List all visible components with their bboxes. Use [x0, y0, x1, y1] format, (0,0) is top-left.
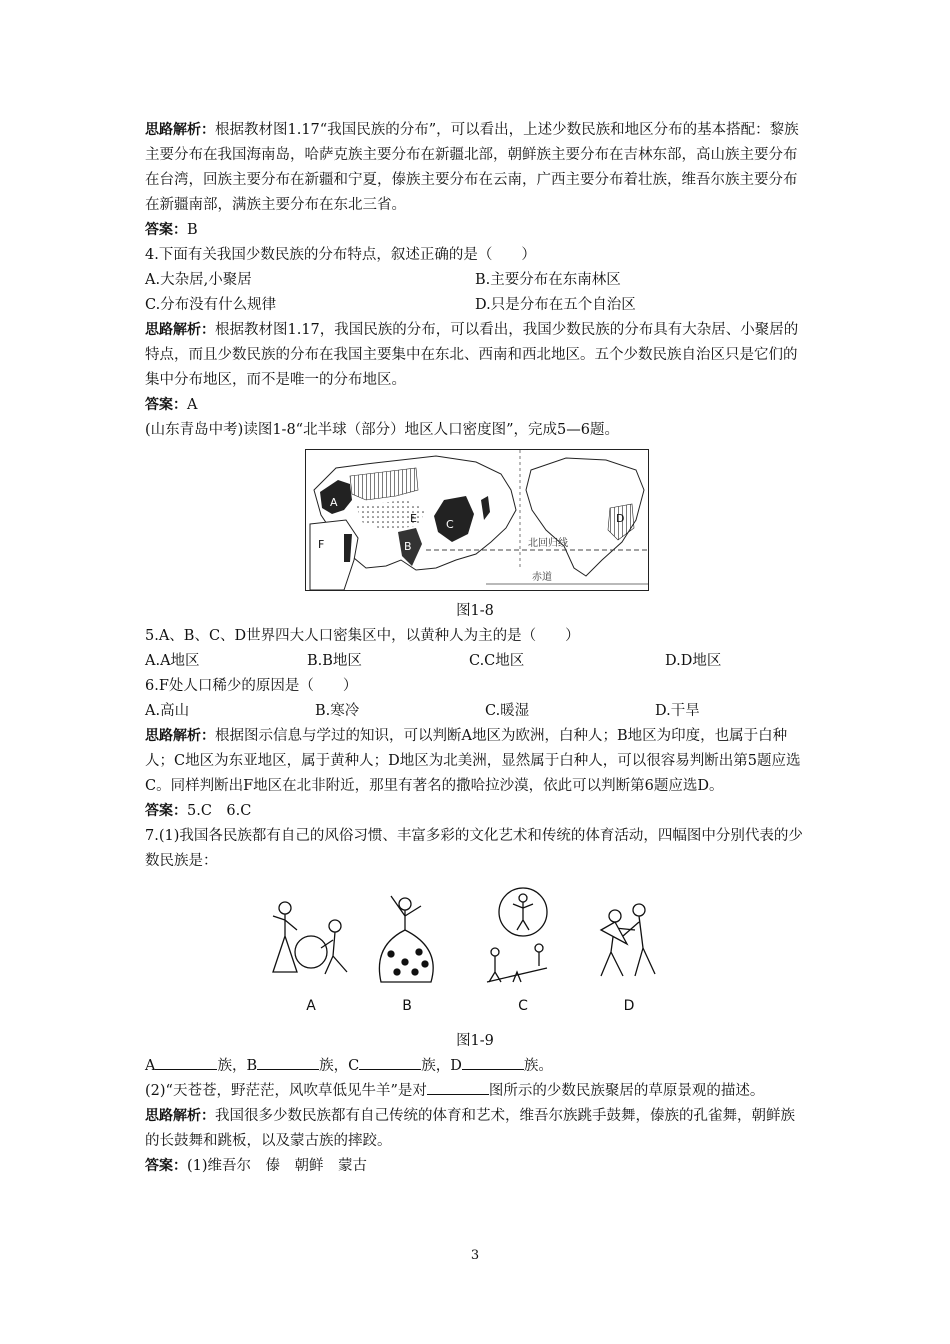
option: B.B地区: [307, 653, 362, 669]
answer-blank[interactable]: [257, 1054, 319, 1070]
q4-answer: [145, 393, 805, 418]
label-c: C: [446, 518, 454, 531]
analysis-text: 我国很多少数民族都有自己传统的体育和艺术，维吾尔族跳手鼓舞，傣族的孔雀舞，朝鲜族的长鼓舞和跳板，以及蒙古族的摔跤。: [145, 1108, 795, 1149]
answer-blank[interactable]: [155, 1054, 217, 1070]
figure-1-9-caption: 图1-9: [456, 1033, 494, 1049]
answer-text: B: [187, 222, 198, 238]
document-page: [145, 118, 805, 1179]
q6-options: [145, 699, 805, 724]
page-number: 3: [470, 1248, 480, 1263]
answer-text: A: [187, 397, 198, 413]
analysis-label: 思路解析：: [145, 122, 215, 138]
analysis-text: 根据教材图1.17，我国民族的分布，可以看出，我国少数民族的分布具有大杂居、小聚居的特点，而且少数民族的分布在我国主要集中在东北、西南和西北地区。五个少数民族自治区只是它们的集中分布地区，而不是唯一的分布地区。: [145, 322, 799, 388]
fill-text: 族，B: [217, 1058, 258, 1074]
fig-label-d: D: [623, 998, 635, 1014]
answer-text: 5.C 6.C: [187, 803, 252, 819]
answer-text: (1)维吾尔 傣 朝鲜 蒙古: [187, 1158, 368, 1174]
q5-stem: 5.A、B、C、D世界四大人口密集区中，以黄种人为主的是（ ）: [145, 628, 580, 644]
africa-landmass: [310, 520, 358, 590]
option: D.干旱: [655, 703, 700, 719]
population-density-map: [305, 449, 649, 591]
q7-analysis: [145, 1104, 805, 1154]
illustration-b: [379, 896, 433, 982]
option: B.寒冷: [315, 703, 360, 719]
answer-label: 答案：: [145, 397, 187, 413]
illustration-c: [487, 888, 547, 982]
analysis-label: 思路解析：: [145, 322, 215, 338]
q6-stem: 6.F处人口稀少的原因是（ ）: [145, 678, 358, 694]
part2-text-b: 图所示的少数民族聚居的草原景观的描述。: [488, 1083, 765, 1099]
answer-blank[interactable]: [462, 1054, 524, 1070]
label-f: F: [318, 538, 325, 551]
q56-answer: [145, 799, 805, 824]
ethnic-activities-figure: [255, 886, 675, 1021]
answer-blank[interactable]: [359, 1054, 421, 1070]
option: D.D地区: [665, 653, 722, 669]
option: C.C地区: [469, 653, 525, 669]
q4-options-row-1: [145, 268, 805, 293]
option: A.大杂居,小聚居: [145, 272, 252, 288]
answer-label: 答案：: [145, 1158, 187, 1174]
q4-analysis: [145, 318, 805, 393]
label-d: D: [616, 512, 625, 525]
label-a: A: [330, 496, 338, 509]
analysis-label: 思路解析：: [145, 1108, 215, 1124]
q7-stem: 7.(1)我国各民族都有自己的风俗习惯、丰富多彩的文化艺术和传统的体育活动，四幅图中分别代表的少数民族是：: [145, 828, 803, 869]
option: A.A地区: [145, 653, 200, 669]
option: B.主要分布在东南林区: [475, 272, 621, 288]
q7-fill-line: [145, 1054, 805, 1079]
fig-label-c: C: [518, 998, 528, 1014]
label-e: E: [410, 512, 417, 525]
analysis-text: 根据图示信息与学过的知识，可以判断A地区为欧洲，白种人；B地区为印度，也属于白种人；C地区为东亚地区，属于黄种人；D地区为北美洲，显然属于白种人，可以很容易判断出第5题应选C。同样判断出F地区在北非附近，那里有著名的撒哈拉沙漠，依此可以判断第6题应选D。: [145, 728, 801, 794]
fill-text: 族，C: [319, 1058, 360, 1074]
label-b: B: [404, 540, 412, 553]
fig-label-a: A: [306, 998, 316, 1014]
part2-text-a: (2)“天苍苍，野茫茫，风吹草低见牛羊”是对: [145, 1083, 427, 1099]
illustration-a: [273, 902, 347, 974]
answer-blank[interactable]: [427, 1079, 489, 1095]
fig-label-b: B: [402, 998, 412, 1014]
option: C.分布没有什么规律: [145, 297, 277, 313]
q56-analysis: [145, 724, 805, 799]
label-equator: 赤道: [532, 572, 552, 583]
answer-label: 答案：: [145, 222, 187, 238]
fill-text: A: [145, 1058, 156, 1074]
fill-text: 族，D: [421, 1058, 462, 1074]
map-svg: [306, 450, 648, 590]
q3-answer: [145, 218, 805, 243]
analysis-text: 根据教材图1.17“我国民族的分布”，可以看出，上述少数民族和地区分布的基本搭配：黎族主要分布在我国海南岛，哈萨克族主要分布在新疆北部，朝鲜族主要分布在吉林东部，高山族主要分布在台湾，回族主要分布在新疆和宁夏，傣族主要分布在云南，广西主要分布着壮族，维吾尔族主要分布在新疆南部，满族主要分布在东北三省。: [145, 122, 799, 213]
q4-stem: 4.下面有关我国少数民族的分布特点，叙述正确的是（ ）: [145, 247, 536, 263]
q7-part2: [145, 1079, 805, 1104]
label-tropic: 北回归线: [528, 538, 568, 549]
option: D.只是分布在五个自治区: [475, 297, 636, 313]
q7-answer: [145, 1154, 805, 1179]
figure-svg: [255, 886, 675, 1021]
option: C.暖湿: [485, 703, 530, 719]
answer-label: 答案：: [145, 803, 187, 819]
illustration-d: [601, 904, 655, 976]
option: A.高山: [145, 703, 190, 719]
analysis-label: 思路解析：: [145, 728, 215, 744]
intro-5-6: (山东青岛中考)读图1-8“北半球（部分）地区人口密度图”，完成5—6题。: [145, 422, 619, 438]
q4-options-row-2: [145, 293, 805, 318]
fill-text: 族。: [523, 1058, 553, 1074]
q3-analysis: [145, 118, 805, 218]
figure-1-8-caption: 图1-8: [456, 603, 494, 619]
q5-options: [145, 649, 805, 674]
